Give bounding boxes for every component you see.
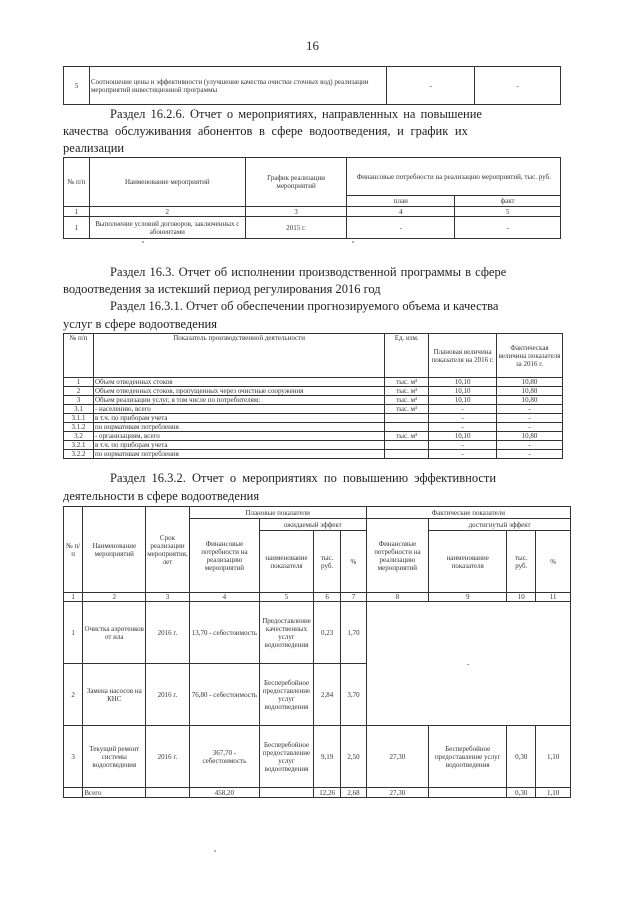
row-indicator: Объем реализации услуг, в том числе по потребителям: bbox=[93, 396, 384, 405]
index-cell: 9 bbox=[429, 593, 507, 602]
row-unit bbox=[385, 423, 429, 432]
col-header-num: № п/п bbox=[64, 158, 90, 207]
row-tr-fact: 0,30 bbox=[507, 726, 536, 788]
row-unit bbox=[385, 414, 429, 423]
section-heading-16-3-1-line2: услуг в сфере водоотведения bbox=[63, 317, 217, 331]
row-text: Соотношение цены и эффективности (улучшение качества очистки сточных вод) реализации мероприятий инвестиционной программы bbox=[89, 67, 386, 105]
table-row bbox=[64, 432, 563, 441]
row-unit bbox=[385, 441, 429, 450]
row-name: Замена насосов на КНС bbox=[83, 664, 146, 726]
col-header-ind-name-fact: наименование показателя bbox=[429, 531, 507, 593]
index-cell: 4 bbox=[189, 593, 259, 602]
row-fact: 10,80 bbox=[497, 378, 563, 387]
row-fact: 10,80 bbox=[497, 396, 563, 405]
row-plan: - bbox=[429, 423, 497, 432]
index-cell: 11 bbox=[536, 593, 571, 602]
row-pct: 1,70 bbox=[341, 602, 366, 664]
col-header-fin-fact: Финансовые потребности на реализацию мероприятий bbox=[366, 519, 429, 593]
row-indicator: Бесперебойное предоставление услуг водоотведения bbox=[260, 726, 314, 788]
col-header-pct-fact: % bbox=[536, 531, 571, 593]
table-16-3-2 bbox=[63, 506, 571, 798]
col-header-name: Наименование мероприятий bbox=[89, 158, 245, 207]
top-continuation-table bbox=[63, 66, 561, 105]
col-header-fact: Фактическая величина показателя за 2016 г. bbox=[497, 334, 563, 378]
table-row bbox=[64, 387, 563, 396]
col-header-num: № п/п bbox=[64, 334, 94, 378]
table-row bbox=[64, 450, 563, 459]
index-cell: 2 bbox=[83, 593, 146, 602]
col-header-fin-plan: Финансовые потребности на реализацию мероприятий bbox=[189, 519, 259, 593]
row-plan: - bbox=[347, 217, 455, 239]
index-cell: 2 bbox=[89, 207, 245, 217]
value-cell: - bbox=[387, 67, 475, 105]
row-indicator: Объем отведенных стоков, пропущенных через очистные сооружения bbox=[93, 387, 384, 396]
row-number: 3.2.2 bbox=[64, 450, 94, 459]
total-num-cell bbox=[64, 788, 83, 798]
row-number: 3.1.1 bbox=[64, 414, 94, 423]
section-heading-16-2-6-line2: качества обслуживания абонентов в сфере водоотведения, и график их bbox=[63, 124, 468, 138]
row-fact: - bbox=[497, 414, 563, 423]
col-header-num: № п/п bbox=[64, 507, 83, 593]
row-pct: 3,70 bbox=[341, 664, 366, 726]
section-heading-16-2-6-line3: реализации bbox=[63, 141, 125, 155]
row-fact: 10,80 bbox=[497, 432, 563, 441]
table-total-row bbox=[64, 788, 571, 798]
row-indicator: в т.ч. по приборам учета bbox=[93, 414, 384, 423]
col-header-planned: Плановые показатели bbox=[189, 507, 366, 519]
total-ind-cell bbox=[260, 788, 314, 798]
row-indicator: в т.ч. по приборам учета bbox=[93, 441, 384, 450]
index-cell: 6 bbox=[313, 593, 340, 602]
total-tr: 12,26 bbox=[313, 788, 340, 798]
table-16-3-1 bbox=[63, 333, 563, 459]
col-header-schedule: График реализации мероприятий bbox=[245, 158, 347, 207]
row-fact: - bbox=[497, 423, 563, 432]
row-name: Выполнение условий договоров, заключенных с абонентами bbox=[89, 217, 245, 239]
row-plan: - bbox=[429, 405, 497, 414]
row-fact: 10,80 bbox=[497, 387, 563, 396]
total-tr-fact: 0,30 bbox=[507, 788, 536, 798]
col-header-expected: ожидаемый эффект bbox=[260, 519, 367, 531]
index-cell: 1 bbox=[64, 593, 83, 602]
total-fin: 458,20 bbox=[189, 788, 259, 798]
row-pct-fact: 1,10 bbox=[536, 726, 571, 788]
section-heading-16-3-2-line1: Раздел 16.3.2. Отчет о мероприятиях по повышению эффективности bbox=[110, 471, 497, 485]
table-row bbox=[64, 602, 571, 664]
index-cell: 5 bbox=[260, 593, 314, 602]
row-unit: тыс. м³ bbox=[385, 387, 429, 396]
index-cell: 5 bbox=[455, 207, 561, 217]
row-term: 2016 г. bbox=[146, 602, 190, 664]
row-number: 3.1 bbox=[64, 405, 94, 414]
table-index-row bbox=[64, 593, 571, 602]
row-schedule: 2015 г. bbox=[245, 217, 347, 239]
row-fact: - bbox=[497, 441, 563, 450]
row-indicator-fact: Бесперебойное предоставление услуг водоотведения bbox=[429, 726, 507, 788]
row-indicator: Объем отведенных стоков bbox=[93, 378, 384, 387]
row-unit: тыс. м³ bbox=[385, 405, 429, 414]
row-term: 2016 г. bbox=[146, 664, 190, 726]
row-number: 3.2 bbox=[64, 432, 94, 441]
table-row bbox=[64, 414, 563, 423]
row-fact: - bbox=[455, 217, 561, 239]
table-row bbox=[64, 726, 571, 788]
table-row bbox=[64, 441, 563, 450]
col-header-fin: Финансовые потребности на реализацию мероприятий, тыс. руб. bbox=[347, 158, 561, 196]
row-name: Текущий ремонт системы водоотведения bbox=[83, 726, 146, 788]
total-term-cell bbox=[146, 788, 190, 798]
scan-speck bbox=[214, 850, 216, 852]
index-cell: 7 bbox=[341, 593, 366, 602]
row-unit: тыс. м³ bbox=[385, 396, 429, 405]
row-plan: - bbox=[429, 441, 497, 450]
table-16-2-6 bbox=[63, 157, 561, 239]
col-header-tr-fact: тыс. руб. bbox=[507, 531, 536, 593]
section-heading-16-3-line1: Раздел 16.3. Отчет об исполнении производственной программы в сфере bbox=[110, 265, 507, 279]
row-fin: 76,80 - себестоимость bbox=[189, 664, 259, 726]
total-pct: 2,68 bbox=[341, 788, 366, 798]
row-number: 3 bbox=[64, 396, 94, 405]
table-row bbox=[64, 423, 563, 432]
index-cell: 1 bbox=[64, 207, 90, 217]
index-cell: 3 bbox=[245, 207, 347, 217]
row-plan: 10,10 bbox=[429, 396, 497, 405]
row-number: 3.2.1 bbox=[64, 441, 94, 450]
col-header-name: Наименование мероприятий bbox=[83, 507, 146, 593]
table-header-row bbox=[64, 507, 571, 519]
index-cell: 10 bbox=[507, 593, 536, 602]
col-header-pct: % bbox=[341, 531, 366, 593]
scan-speck bbox=[352, 241, 354, 243]
total-label: Всего bbox=[83, 788, 146, 798]
row-fin-fact: 27,30 bbox=[366, 726, 429, 788]
row-plan: - bbox=[429, 450, 497, 459]
row-fact: - bbox=[497, 450, 563, 459]
scan-speck bbox=[142, 241, 144, 243]
table-row bbox=[64, 378, 563, 387]
row-number: 5 bbox=[64, 67, 90, 105]
row-number: 1 bbox=[64, 602, 83, 664]
row-indicator: Бесперебойное предоставление услуг водоотведения bbox=[260, 664, 314, 726]
row-tr: 2,84 bbox=[313, 664, 340, 726]
col-header-fact: факт bbox=[455, 196, 561, 207]
col-header-ind-name: наименование показателя bbox=[260, 531, 314, 593]
page-number: 16 bbox=[306, 38, 319, 53]
row-tr: 9,19 bbox=[313, 726, 340, 788]
merged-dash-cell: - bbox=[366, 602, 570, 726]
row-plan: 10,10 bbox=[429, 432, 497, 441]
col-header-term: Срок реализации мероприятия, лет bbox=[146, 507, 190, 593]
col-header-unit: Ед. изм. bbox=[385, 334, 429, 378]
row-unit: тыс. м³ bbox=[385, 378, 429, 387]
row-indicator: - организациям, всего bbox=[93, 432, 384, 441]
table-row bbox=[64, 67, 561, 105]
row-number: 2 bbox=[64, 664, 83, 726]
row-pct: 2,50 bbox=[341, 726, 366, 788]
row-plan: 10,10 bbox=[429, 378, 497, 387]
col-header-actual: Фактические показатели bbox=[366, 507, 570, 519]
table-index-row bbox=[64, 207, 561, 217]
row-number: 1 bbox=[64, 217, 90, 239]
index-cell: 3 bbox=[146, 593, 190, 602]
row-indicator: по нормативам потребления bbox=[93, 450, 384, 459]
section-heading-16-3-2-line2: деятельности в сфере водоотведения bbox=[63, 489, 260, 503]
table-row bbox=[64, 217, 561, 239]
row-number: 2 bbox=[64, 387, 94, 396]
total-pct-fact: 1,10 bbox=[536, 788, 571, 798]
row-fact: - bbox=[497, 405, 563, 414]
section-heading-16-2-6-line1: Раздел 16.2.6. Отчет о мероприятиях, направленных на повышение bbox=[110, 107, 482, 121]
section-heading-16-3-line2: водоотведения за истекший период регулирования 2016 год bbox=[63, 282, 381, 296]
col-header-plan: план bbox=[347, 196, 455, 207]
row-plan: 10,10 bbox=[429, 387, 497, 396]
value-cell: - bbox=[475, 67, 561, 105]
row-number: 1 bbox=[64, 378, 94, 387]
row-unit: тыс. м³ bbox=[385, 432, 429, 441]
row-number: 3 bbox=[64, 726, 83, 788]
col-header-plan: Плановая величина показателя на 2016 г. bbox=[429, 334, 497, 378]
row-tr: 0,23 bbox=[313, 602, 340, 664]
table-row bbox=[64, 396, 563, 405]
col-header-indicator: Показатель производственной деятельности bbox=[93, 334, 384, 378]
row-number: 3.1.2 bbox=[64, 423, 94, 432]
row-fin: 367,70 - себестоимость bbox=[189, 726, 259, 788]
section-heading-16-3-1-line1: Раздел 16.3.1. Отчет об обеспечении прогнозируемого объема и качества bbox=[110, 299, 499, 313]
col-header-tr: тыс. руб. bbox=[313, 531, 340, 593]
row-name: Очистка аэротенков от ила bbox=[83, 602, 146, 664]
table-header-row bbox=[64, 158, 561, 196]
row-indicator: по нормативам потребления bbox=[93, 423, 384, 432]
row-plan: - bbox=[429, 414, 497, 423]
row-unit bbox=[385, 450, 429, 459]
row-term: 2016 г. bbox=[146, 726, 190, 788]
row-indicator: - населению, всего bbox=[93, 405, 384, 414]
total-fin-fact: 27,30 bbox=[366, 788, 429, 798]
col-header-achieved: достигнутый эффект bbox=[429, 519, 571, 531]
row-indicator: Предоставление качественных услуг водоотведения bbox=[260, 602, 314, 664]
index-cell: 8 bbox=[366, 593, 429, 602]
row-fin: 13,70 - себестоимость bbox=[189, 602, 259, 664]
table-row bbox=[64, 405, 563, 414]
total-ind-fact-cell bbox=[429, 788, 507, 798]
index-cell: 4 bbox=[347, 207, 455, 217]
table-header-row bbox=[64, 334, 563, 378]
